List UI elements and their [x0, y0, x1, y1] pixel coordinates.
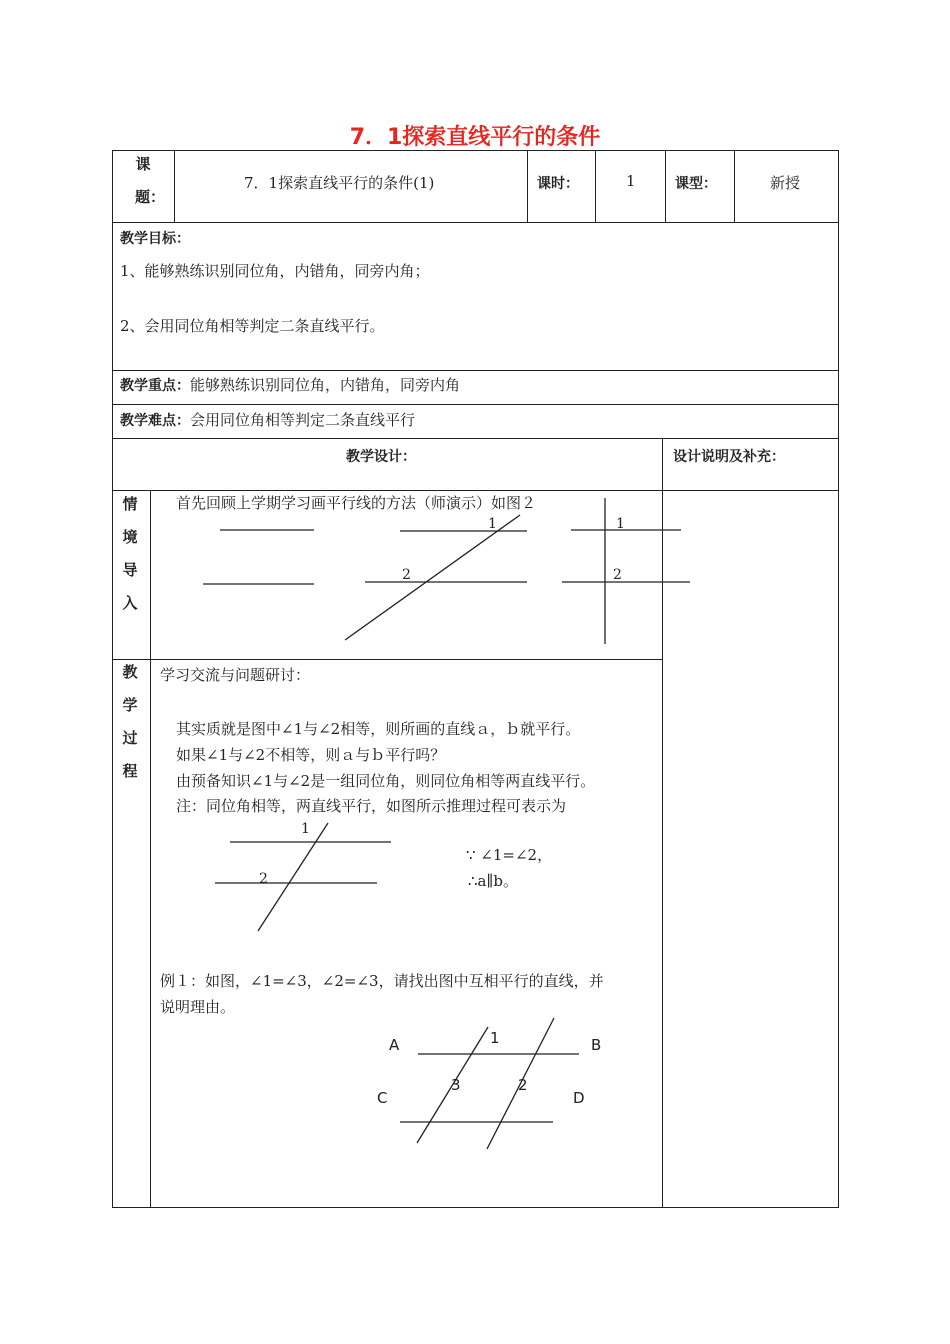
process-heading: 学习交流与问题研讨：	[160, 666, 311, 684]
example-line-2: 说明理由。	[160, 998, 236, 1016]
example-label-B: B	[591, 1036, 602, 1054]
design-header-left: 教学设计：	[346, 449, 416, 465]
example-figure	[370, 1015, 620, 1160]
example-label-D: D	[573, 1089, 585, 1107]
reason-1: ∵ ∠1=∠2，	[466, 846, 553, 864]
process-p4: 注：同位角相等，两直线平行，如图所示推理过程可表示为	[176, 797, 567, 815]
process-char-4: 程	[122, 762, 138, 780]
example-label-3: 3	[451, 1076, 461, 1094]
proof-transversal	[258, 823, 328, 931]
process-p2: 如果∠1与∠2不相等，则ａ与ｂ平行吗？	[176, 746, 446, 764]
page-title: 7．1探索直线平行的条件	[349, 125, 601, 150]
type-label: 课型：	[675, 176, 717, 192]
topic-value: 7．1探索直线平行的条件(1)	[244, 174, 435, 192]
example-line-1: 例１：如图，∠1=∠3，∠2=∠3，请找出图中互相平行的直线，并	[160, 972, 604, 990]
goals-heading: 教学目标：	[120, 231, 190, 247]
topic-label	[133, 148, 166, 214]
fig-right-label-1: 1	[616, 516, 625, 532]
topic-label-1: 课	[135, 155, 151, 173]
proof-figure	[200, 815, 410, 935]
process-char-1: 教	[122, 663, 138, 681]
design-header-right: 设计说明及补充：	[673, 449, 785, 465]
hours-label: 课时：	[537, 176, 579, 192]
type-value: 新授	[770, 174, 801, 192]
process-side-label	[120, 656, 140, 788]
key-point	[120, 374, 460, 395]
key-point-label: 教学重点：	[120, 378, 190, 394]
situation-side-label	[120, 488, 140, 620]
proof-label-2: 2	[259, 871, 268, 887]
situation-char-1: 情	[122, 495, 138, 513]
goal-item-1: 1、能够熟练识别同位角，内错角，同旁内角；	[120, 262, 430, 280]
hours-value: 1	[626, 172, 636, 190]
situation-char-4: 入	[122, 594, 138, 612]
fig-mid-label-2: 2	[402, 567, 411, 583]
fig-mid-transversal	[345, 515, 520, 640]
difficulty-label: 教学难点：	[120, 413, 190, 429]
situation-intro: 首先回顾上学期学习画平行线的方法（师演示）如图２	[176, 494, 537, 512]
process-char-2: 学	[122, 696, 138, 714]
example-label-C: C	[377, 1089, 388, 1107]
example-label-2: 2	[518, 1076, 528, 1094]
proof-label-1: 1	[301, 821, 310, 837]
process-char-3: 过	[122, 729, 138, 747]
fig-mid-label-1: 1	[488, 516, 497, 532]
process-p1: 其实质就是图中∠1与∠2相等，则所画的直线ａ，ｂ就平行。	[176, 720, 581, 738]
goal-item-2: 2、会用同位角相等判定二条直线平行。	[120, 317, 385, 335]
reason-2: ∴a∥b。	[468, 872, 519, 890]
fig-right-label-2: 2	[613, 567, 622, 583]
difficulty	[120, 409, 415, 430]
example-label-1: 1	[490, 1029, 500, 1047]
parallel-lines-figures	[150, 490, 710, 660]
topic-label-2: 题：	[135, 188, 166, 206]
example-label-A: A	[389, 1036, 400, 1054]
key-point-text: 能够熟练识别同位角，内错角，同旁内角	[190, 376, 461, 394]
situation-char-2: 境	[122, 528, 138, 546]
process-p3: 由预备知识∠1与∠2是一组同位角，则同位角相等两直线平行。	[176, 772, 596, 790]
difficulty-text: 会用同位角相等判定二条直线平行	[190, 411, 416, 429]
situation-char-3: 导	[122, 561, 138, 579]
